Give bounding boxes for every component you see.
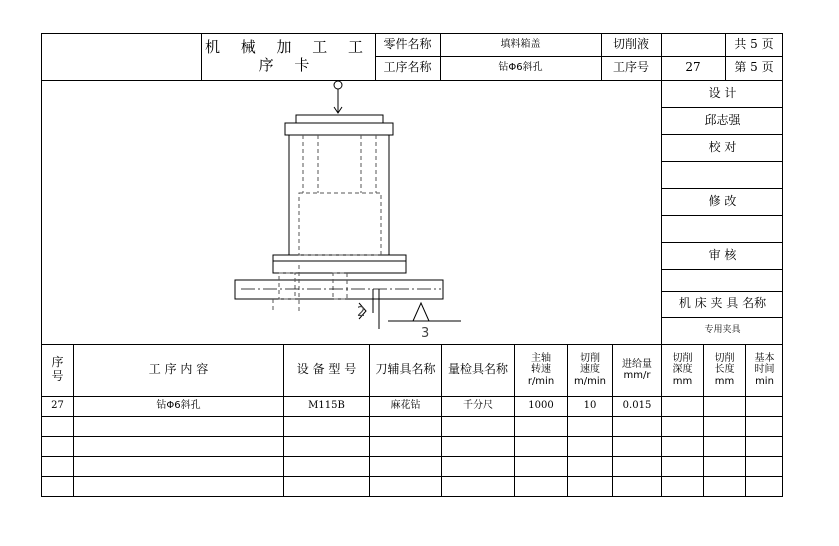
cell-cut-length (704, 416, 745, 436)
hidden-hole (333, 273, 347, 299)
cell-cutting-speed (568, 416, 612, 436)
header-seq-no: 序 号 (51, 355, 64, 383)
cell-cutting-speed (568, 436, 612, 456)
process-card (41, 33, 783, 497)
cell-cutting-speed (568, 476, 612, 496)
header-tool-name: 刀辅具名称 (375, 362, 436, 377)
label-2: 2 (357, 305, 366, 320)
cell-seq-no (42, 416, 73, 436)
cell-cut-length (704, 396, 745, 416)
total-pages: 共 5 页 (734, 36, 774, 51)
header-base-time: 基本 时间 min (754, 352, 775, 387)
process-no-value: 27 (685, 60, 701, 75)
cell-cut-length (704, 436, 745, 456)
cell-feed-rate (613, 416, 661, 436)
coolant-label: 切削液 (612, 36, 649, 51)
page-number: 第 5 页 (734, 60, 774, 75)
header-feed-rate: 进给量 mm/r (622, 358, 652, 381)
header-cut-length: 切削 长度 mm (714, 352, 735, 387)
revise-value (662, 215, 783, 242)
cell-equipment-model: M115B (308, 400, 345, 412)
fixture-label: 机 床 夹 具 名称 (678, 296, 767, 311)
cell-seq-no: 27 (51, 400, 64, 412)
cell-seq-no (42, 456, 73, 476)
cell-tool-name (370, 416, 441, 436)
header-gauge-name: 量检具名称 (447, 362, 508, 377)
cell-equipment-model (284, 416, 369, 436)
cell-feed-rate (613, 456, 661, 476)
cell-seq-no (42, 436, 73, 456)
header-equipment-model: 设 备 型 号 (296, 362, 357, 377)
header-cut-depth: 切削 深度 mm (672, 352, 693, 387)
cell-cut-depth (662, 436, 703, 456)
cell-process-content (74, 476, 283, 496)
cell-feed-rate: 0.015 (622, 400, 652, 412)
cell-equipment-model (284, 456, 369, 476)
process-name-value: 钻Φ6斜孔 (498, 62, 543, 74)
cell-base-time (746, 416, 783, 436)
cell-feed-rate (613, 476, 661, 496)
check-label: 校 对 (708, 139, 737, 154)
cell-gauge-name: 千分尺 (463, 400, 493, 412)
cell-base-time (746, 436, 783, 456)
cell-gauge-name (442, 436, 514, 456)
cap-top (296, 115, 383, 123)
cell-spindle-speed (515, 416, 567, 436)
cell-tool-name (370, 436, 441, 456)
lower-flange (273, 261, 406, 273)
hidden-bore (299, 193, 381, 255)
process-name-label: 工序名称 (383, 60, 432, 75)
drill-pivot (334, 81, 342, 89)
review-value (662, 269, 783, 291)
cell-feed-rate (613, 436, 661, 456)
process-no-label: 工序号 (612, 60, 649, 75)
designer-name: 邱志强 (704, 112, 741, 127)
fixture-name: 专用夹具 (704, 325, 741, 336)
cell-process-content (74, 416, 283, 436)
cap-flange (285, 123, 393, 135)
cell-gauge-name (442, 476, 514, 496)
cell-cut-length (704, 476, 745, 496)
check-value (662, 161, 783, 188)
header-process-content: 工 序 内 容 (148, 362, 209, 377)
cell-spindle-speed (515, 436, 567, 456)
header-spindle-speed: 主轴 转速 r/min (527, 352, 555, 387)
cell-cut-depth (662, 416, 703, 436)
cell-process-content: 钻Φ6斜孔 (156, 400, 201, 412)
cell-process-content (74, 456, 283, 476)
review-label: 审 核 (708, 247, 737, 262)
cell-spindle-speed (515, 476, 567, 496)
cell-spindle-speed: 1000 (528, 400, 554, 412)
coolant-value (661, 33, 725, 56)
hidden-hole (279, 273, 295, 299)
cell-process-content (74, 436, 283, 456)
cell-gauge-name (442, 416, 514, 436)
lower-flange (273, 255, 406, 261)
process-drawing (41, 33, 661, 344)
part-name-value: 填料箱盖 (500, 38, 541, 50)
cell-cut-length (704, 456, 745, 476)
design-label: 设 计 (708, 85, 737, 100)
locating-symbol-icon (413, 303, 429, 321)
cell-base-time (746, 476, 783, 496)
cell-cutting-speed (568, 456, 612, 476)
cell-base-time (746, 456, 783, 476)
revise-label: 修 改 (708, 193, 737, 208)
cell-spindle-speed (515, 456, 567, 476)
base-plate (235, 280, 443, 299)
cell-tool-name (370, 476, 441, 496)
cell-cut-depth (662, 456, 703, 476)
cell-equipment-model (284, 476, 369, 496)
header-cutting-speed: 切削 速度 m/min (574, 352, 606, 387)
cell-cut-depth (662, 396, 703, 416)
part-name-label: 零件名称 (383, 36, 432, 51)
cell-cut-depth (662, 476, 703, 496)
border-bottom (41, 496, 783, 497)
cell-equipment-model (284, 436, 369, 456)
card-title: 机 械 加 工 工 序 卡 (204, 38, 372, 74)
cell-seq-no (42, 476, 73, 496)
cell-gauge-name (442, 456, 514, 476)
cell-base-time (746, 396, 783, 416)
cell-tool-name: 麻花钻 (390, 400, 421, 412)
cell-cutting-speed: 10 (583, 400, 597, 412)
cell-tool-name (370, 456, 441, 476)
label-3: 3 (421, 326, 430, 341)
